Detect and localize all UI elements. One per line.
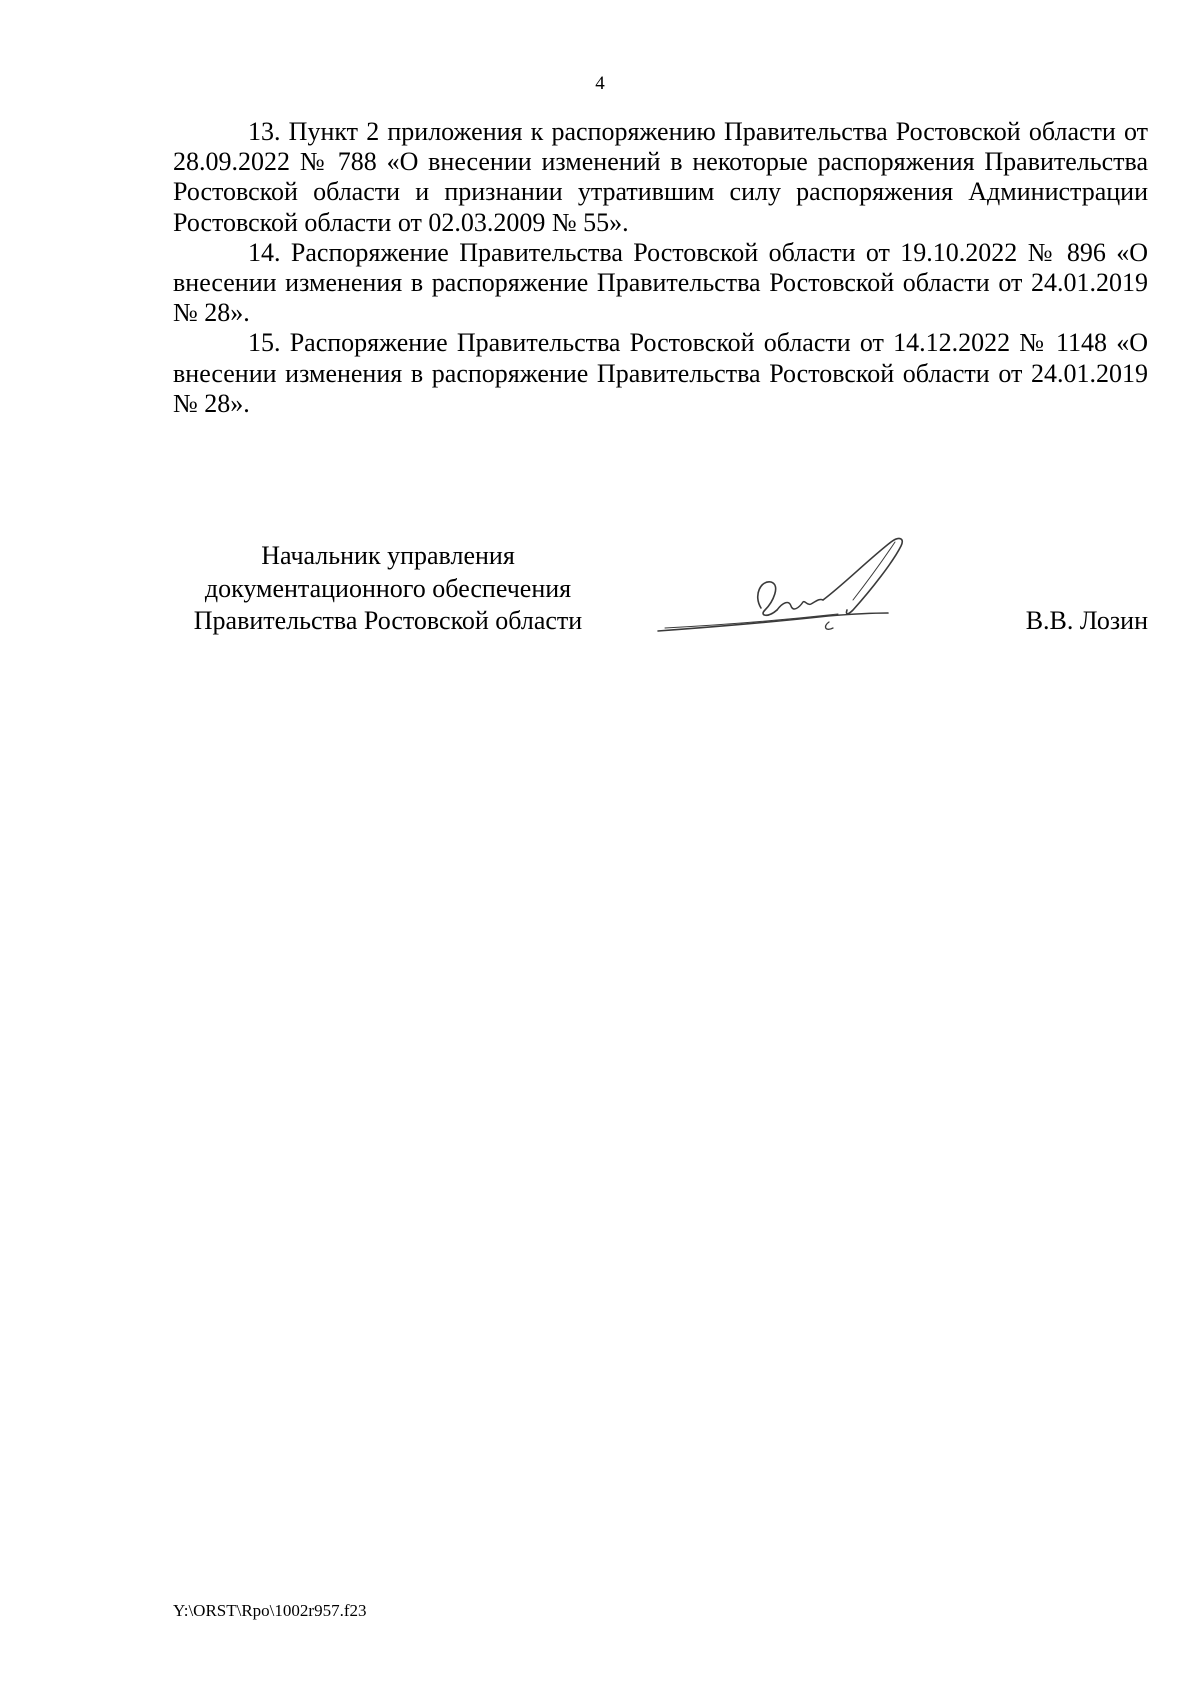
handwritten-signature-icon [653,530,943,660]
signatory-name: В.В. Лозин [1025,606,1148,635]
page-number: 4 [595,73,605,94]
position-line: Начальник управления [261,541,515,570]
position-line: Правительства Ростовской области [193,606,583,635]
paragraph-item-13: 13. Пункт 2 приложения к распоряжению Правительства Ростовской области от 28.09.2022 № 788 «О внесении изменений в некоторые распоряжения Правительства Ростовской области и признании утратившим силу распоряжения Администрации Ростовской области от 02.03.2009 № 55». [173,117,1148,237]
document-body [173,117,1148,419]
paragraph-item-15: 15. Распоряжение Правительства Ростовской области от 14.12.2022 № 1148 «О внесении изменения в распоряжение Правительства Ростовской области от 24.01.2019 № 28». [173,328,1148,418]
signatory-position [173,540,603,638]
signature-block [173,540,1148,660]
file-path: Y:\ORST\Rpo\1002r957.f23 [173,1601,367,1620]
paragraph-item-14: 14. Распоряжение Правительства Ростовской области от 19.10.2022 № 896 «О внесении изменения в распоряжение Правительства Ростовской области от 24.01.2019 № 28». [173,237,1148,328]
position-line: документационного обеспечения [204,573,572,603]
